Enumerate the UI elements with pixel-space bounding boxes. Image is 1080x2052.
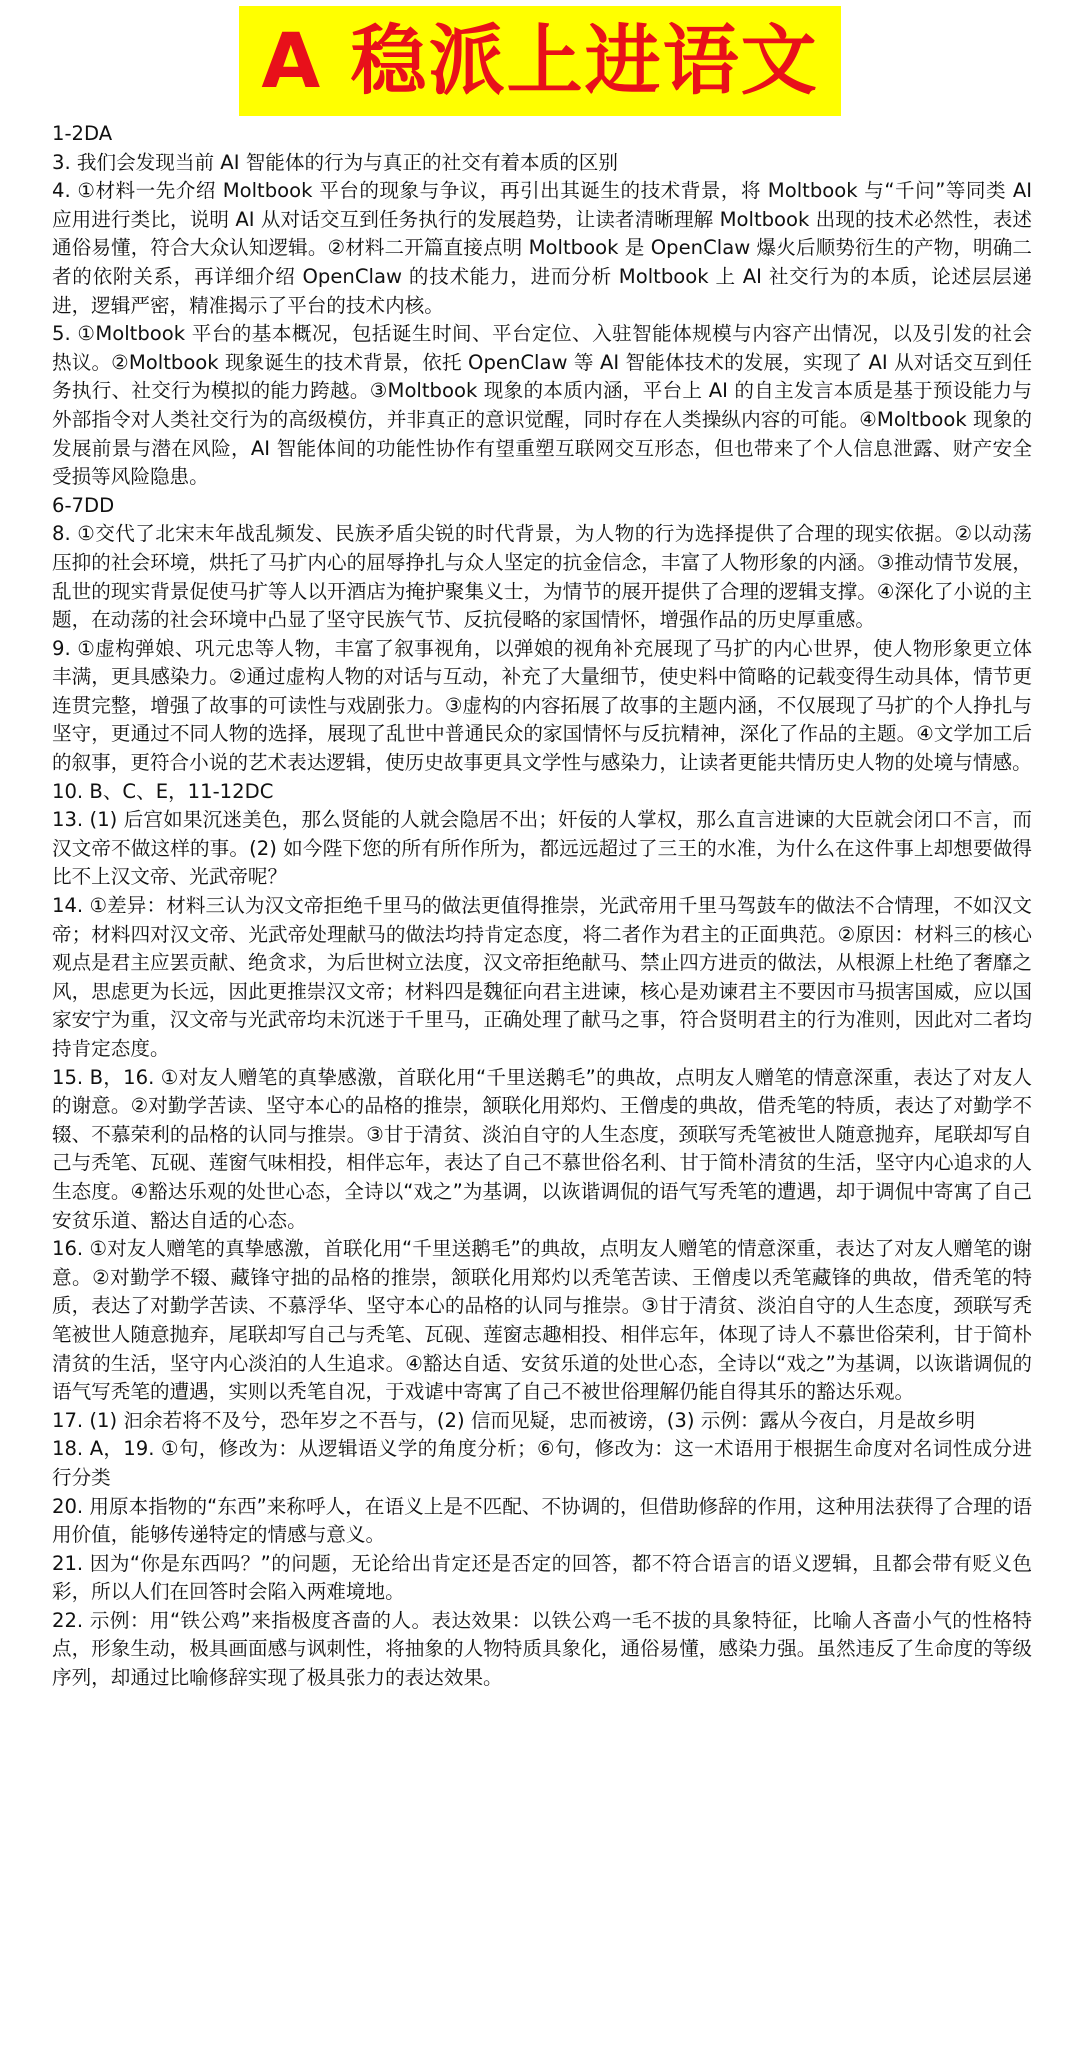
answer-item: 22. 示例：用“铁公鸡”来指极度吝啬的人。表达效果：以铁公鸡一毛不拔的具象特征，比喻人吝啬小气的性格特点，形象生动，极具画面感与讽刺性，将抽象的人物特质具象化，通俗易懂，感染力强。虽然违反了生命度的等级序列，却通过比喻修辞实现了极具张力的表达效果。: [52, 1608, 1032, 1690]
answer-item: 17. (1) 汩余若将不及兮，恐年岁之不吾与，(2) 信而见疑，忠而被谤，(3) 示例：露从今夜白，月是故乡明: [52, 1408, 976, 1432]
answer-item: 10. B、C、E，11-12DC: [52, 779, 274, 803]
answer-item: 14. ①差异：材料三认为汉文帝拒绝千里马的做法更值得推崇，光武帝用千里马驾鼓车的做法不合情理，不如汉文帝；材料四对汉文帝、光武帝处理献马的做法均持肯定态度，将二者作为君主的正面典范。②原因：材料三的核心观点是君主应罢贡献、绝贪求，为后世树立法度，汉文帝拒绝献马、禁止四方进贡的做法，从根源上杜绝了奢靡之风，思虑更为长远，因此更推崇汉文帝；材料四是魏征向君主进谏，核心是劝谏君主不要因市马损害国威，应以国家安宁为重，汉文帝与光武帝均未沉迷于千里马，正确处理了献马之事，符合贤明君主的行为准则，因此对二者均持肯定态度。: [52, 894, 1032, 1060]
answer-item: 21. 因为“你是东西吗？”的问题，无论给出肯定还是否定的回答，都不符合语言的语义逻辑，且都会带有贬义色彩，所以人们在回答时会陷入两难境地。: [52, 1551, 1032, 1604]
page-title: A 稳派上进语文: [239, 6, 841, 116]
answer-item: 13. (1) 后宫如果沉迷美色，那么贤能的人就会隐居不出；奸佞的人掌权，那么直言进谏的大臣就会闭口不言，而汉文帝不做这样的事。(2) 如今陛下您的所有所作所为，都远远超过了三王的水准，为什么在这件事上却想要做得比不上汉文帝、光武帝呢？: [52, 808, 1032, 889]
answer-item: 3. 我们会发现当前 AI 智能体的行为与真正的社交有着本质的区别: [52, 150, 618, 174]
answer-item: 18. A，19. ①句，修改为：从逻辑语义学的角度分析；⑥句，修改为：这一术语用于根据生命度对名词性成分进行分类: [52, 1437, 1032, 1489]
answer-item: 6-7DD: [52, 493, 115, 517]
answer-item: 16. ①对友人赠笔的真挚感激，首联化用“千里送鹅毛”的典故，点明友人赠笔的情意深重，表达了对友人赠笔的谢意。②对勤学不辍、藏锋守拙的品格的推崇，颔联化用郑灼以秃笔苦读、王僧虔以秃笔藏锋的典故，借秃笔的特质，表达了对勤学苦读、不慕浮华、坚守本心的品格的认同与推崇。③甘于清贫、淡泊自守的人生态度，颈联写秃笔被世人随意抛弃，尾联却写自己与秃笔、瓦砚、莲窗志趣相投、相伴忘年，体现了诗人不慕世俗荣利，甘于简朴清贫的生活，坚守内心淡泊的人生追求。④豁达自适、安贫乐道的处世心态，全诗以“戏之”为基调，以诙谐调侃的语气写秃笔的遭遇，实则以秃笔自况，于戏谑中寄寓了自己不被世俗理解仍能自得其乐的豁达乐观。: [52, 1237, 1032, 1404]
answer-item: 15. B，16. ①对友人赠笔的真挚感激，首联化用“千里送鹅毛”的典故，点明友人赠笔的情意深重，表达了对友人的谢意。②对勤学苦读、坚守本心的品格的推崇，颔联化用郑灼、王僧虔的典故，借秃笔的特质，表达了对勤学不辍、不慕荣利的品格的认同与推崇。③甘于清贫、淡泊自守的人生态度，颈联写秃笔被世人随意抛弃，尾联却写自己与秃笔、瓦砚、莲窗气味相投，相伴忘年，表达了自己不慕世俗名利、甘于简朴清贫的生活，坚守内心追求的人生态度。④豁达乐观的处世心态，全诗以“戏之”为基调，以诙谐调侃的语气写秃笔的遭遇，却于调侃中寄寓了自己安贫乐道、豁达自适的心态。: [52, 1065, 1032, 1232]
answer-item: 5. ①Moltbook 平台的基本概况，包括诞生时间、平台定位、入驻智能体规模与内容产出情况，以及引发的社会热议。②Moltbook 现象诞生的技术背景，依托 OpenClaw 等 AI 智能体技术的发展，实现了 AI 从对话交互到任务执行、社交行为模拟的能力跨越。③Moltbook 现象的本质内涵，平台上 AI 的自主发言本质是基于预设能力与外部指令对人类社交行为的高级模仿，并非真正的意识觉醒，同时存在人类操纵内容的可能。④Moltbook 现象的发展前景与潜在风险，AI 智能体间的功能性协作有望重塑互联网交互形态，但也带来了个人信息泄露、财产安全受损等风险隐患。: [52, 322, 1032, 489]
answer-item: 8. ①交代了北宋末年战乱频发、民族矛盾尖锐的时代背景，为人物的行为选择提供了合理的现实依据。②以动荡压抑的社会环境，烘托了马扩内心的屈辱挣扎与众人坚定的抗金信念，丰富了人物形象的内涵。③推动情节发展，乱世的现实背景促使马扩等人以开酒店为掩护聚集义士，为情节的展开提供了合理的逻辑支撑。④深化了小说的主题，在动荡的社会环境中凸显了坚守民族气节、反抗侵略的家国情怀，增强作品的历史厚重感。: [52, 522, 1032, 632]
answer-item: 20. 用原本指物的“东西”来称呼人，在语义上是不匹配、不协调的，但借助修辞的作用，这种用法获得了合理的语用价值，能够传递特定的情感与意义。: [52, 1494, 1032, 1547]
header: [0, 6, 1080, 118]
answer-list: [52, 120, 1032, 1693]
answer-item: 1-2DA: [52, 122, 113, 145]
answer-item: 9. ①虚构弹娘、巩元忠等人物，丰富了叙事视角，以弹娘的视角补充展现了马扩的内心世界，使人物形象更立体丰满，更具感染力。②通过虚构人物的对话与互动，补充了大量细节，使史料中简略的记载变得生动具体，情节更连贯完整，增强了故事的可读性与戏剧张力。③虚构的内容拓展了故事的主题内涵，不仅展现了马扩的个人挣扎与坚守，更通过不同人物的选择，展现了乱世中普通民众的家国情怀与反抗精神，深化了作品的主题。④文学加工后的叙事，更符合小说的艺术表达逻辑，使历史故事更具文学性与感染力，让读者更能共情历史人物的处境与情感。: [52, 636, 1032, 775]
answer-item: 4. ①材料一先介绍 Moltbook 平台的现象与争议，再引出其诞生的技术背景，将 Moltbook 与“千问”等同类 AI 应用进行类比，说明 AI 从对话交互到任务执行的发展趋势，让读者清晰理解 Moltbook 出现的技术必然性，表述通俗易懂，符合大众认知逻辑。②材料二开篇直接点明 Moltbook 是 OpenClaw 爆火后顺势衍生的产物，明确二者的依附关系，再详细介绍 OpenClaw 的技术能力，进而分析 Moltbook 上 AI 社交行为的本质，论述层层递进，逻辑严密，精准揭示了平台的技术内核。: [52, 179, 1032, 317]
